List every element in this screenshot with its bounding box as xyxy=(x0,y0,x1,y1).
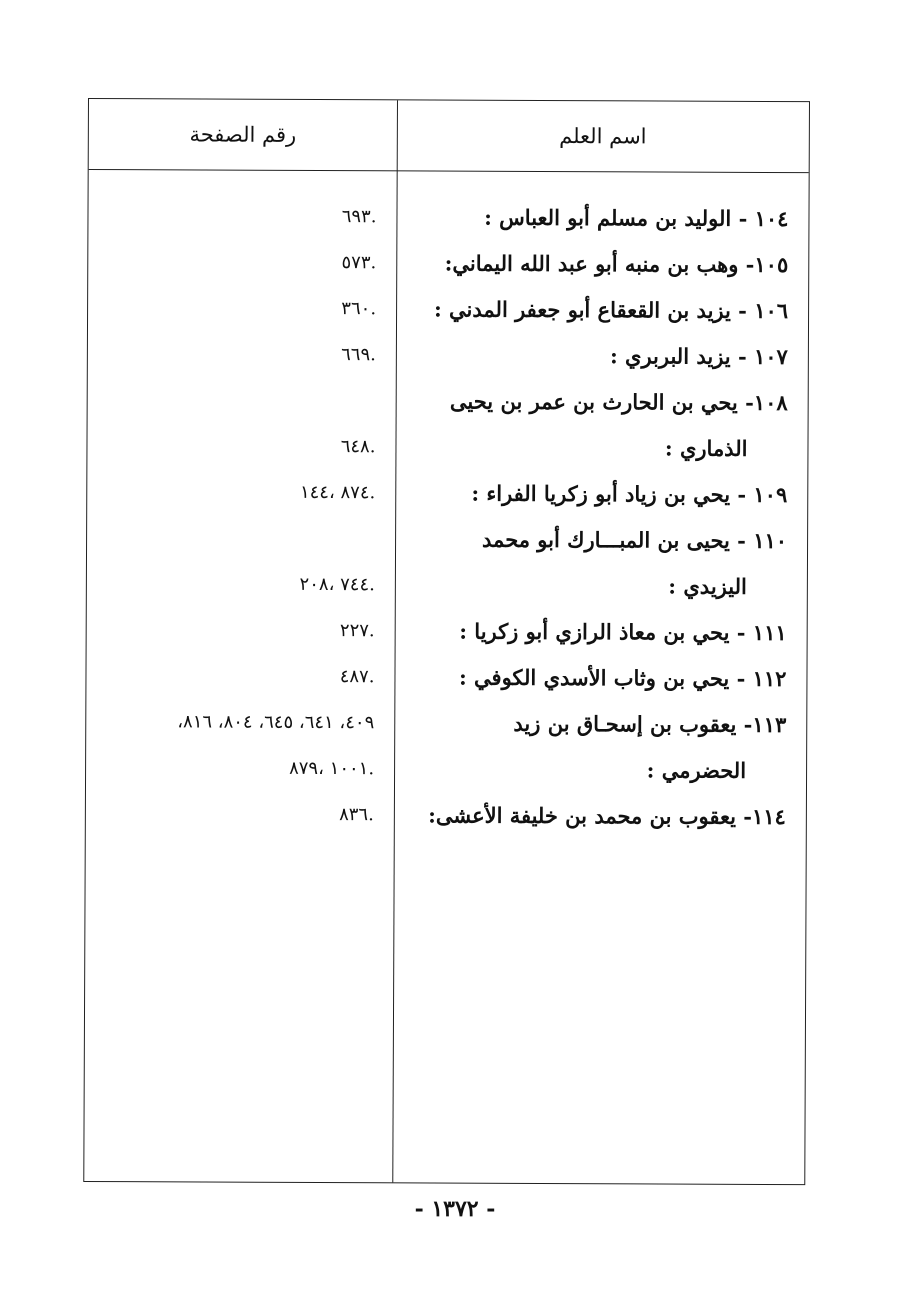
entry-name: ١١٢ - يحي بن وثاب الأسدي الكوفي : xyxy=(458,664,787,692)
entries-list xyxy=(86,193,809,840)
index-table xyxy=(83,98,810,1185)
page-number: - ١٣٧٢ - xyxy=(414,1196,496,1222)
entry-name: ١٠٤ - الوليد بن مسلم أبو العباس : xyxy=(484,204,789,232)
entry-112 xyxy=(86,653,806,702)
entry-name: ١١٠ - يحيى بن المبـــارك أبو محمد xyxy=(482,526,788,554)
entry-pages: .٨٣٦ xyxy=(339,804,374,826)
entry-name: ١٠٩ - يحي بن زياد أبو زكريا الفراء : xyxy=(471,480,788,508)
entry-pages: .٧٤٤ ،٢٠٨ xyxy=(299,573,375,596)
entry-name: ١١٣- يعقوب بن إسحـاق بن زيد xyxy=(513,710,787,738)
entry-pages: .٢٢٧ xyxy=(339,620,375,642)
entry-pages: .٨٧٤ ،١٤٤ xyxy=(299,481,376,504)
entry-pages: .٥٧٣ xyxy=(341,252,377,274)
entry-111 xyxy=(87,607,807,656)
entry-106 xyxy=(88,285,808,334)
header-page-column: رقم الصفحة xyxy=(189,122,297,147)
entry-105 xyxy=(88,239,808,288)
entry-name: ١٠٨- يحي بن الحارث بن عمر بن يحيى xyxy=(449,388,788,416)
entry-110 xyxy=(87,515,807,610)
entry-pages: ٤٠٩، ٦٤١، ٦٤٥، ٨٠٤، ٨١٦، xyxy=(177,711,375,734)
entry-pages: .٦٤٨ xyxy=(340,436,376,458)
entry-114 xyxy=(86,791,806,840)
entry-name: ١٠٧ - يزيد البربري : xyxy=(609,343,788,370)
entry-107 xyxy=(88,331,808,380)
entry-109 xyxy=(87,469,807,518)
entry-pages: .٤٨٧ xyxy=(339,666,375,688)
entry-104 xyxy=(88,193,808,242)
entry-name: ١٠٦ - يزيد بن القعقاع أبو جعفر المدني : xyxy=(433,296,789,324)
entry-pages-continuation: .١٠٠١ ،٨٧٩ xyxy=(289,757,375,780)
header-name-column: اسم العلم xyxy=(559,124,647,149)
entry-name-continuation: الذماري : xyxy=(664,435,748,461)
entry-name-continuation: الحضرمي : xyxy=(646,757,747,783)
entry-name: ١١٤- يعقوب بن محمد بن خليفة الأعشى: xyxy=(428,802,786,830)
entry-name: ١١١ - يحي بن معاذ الرازي أبو زكريا : xyxy=(459,618,787,646)
entry-pages: .٦٩٣ xyxy=(341,206,377,228)
entry-pages: .٦٦٩ xyxy=(341,344,376,366)
entry-name: ١٠٥- وهب بن منبه أبو عبد الله اليماني: xyxy=(444,250,789,278)
entry-108 xyxy=(87,377,807,472)
entry-113 xyxy=(86,699,806,794)
entry-name-continuation: اليزيدي : xyxy=(668,573,747,599)
entry-pages: .٣٦٠ xyxy=(341,298,377,320)
